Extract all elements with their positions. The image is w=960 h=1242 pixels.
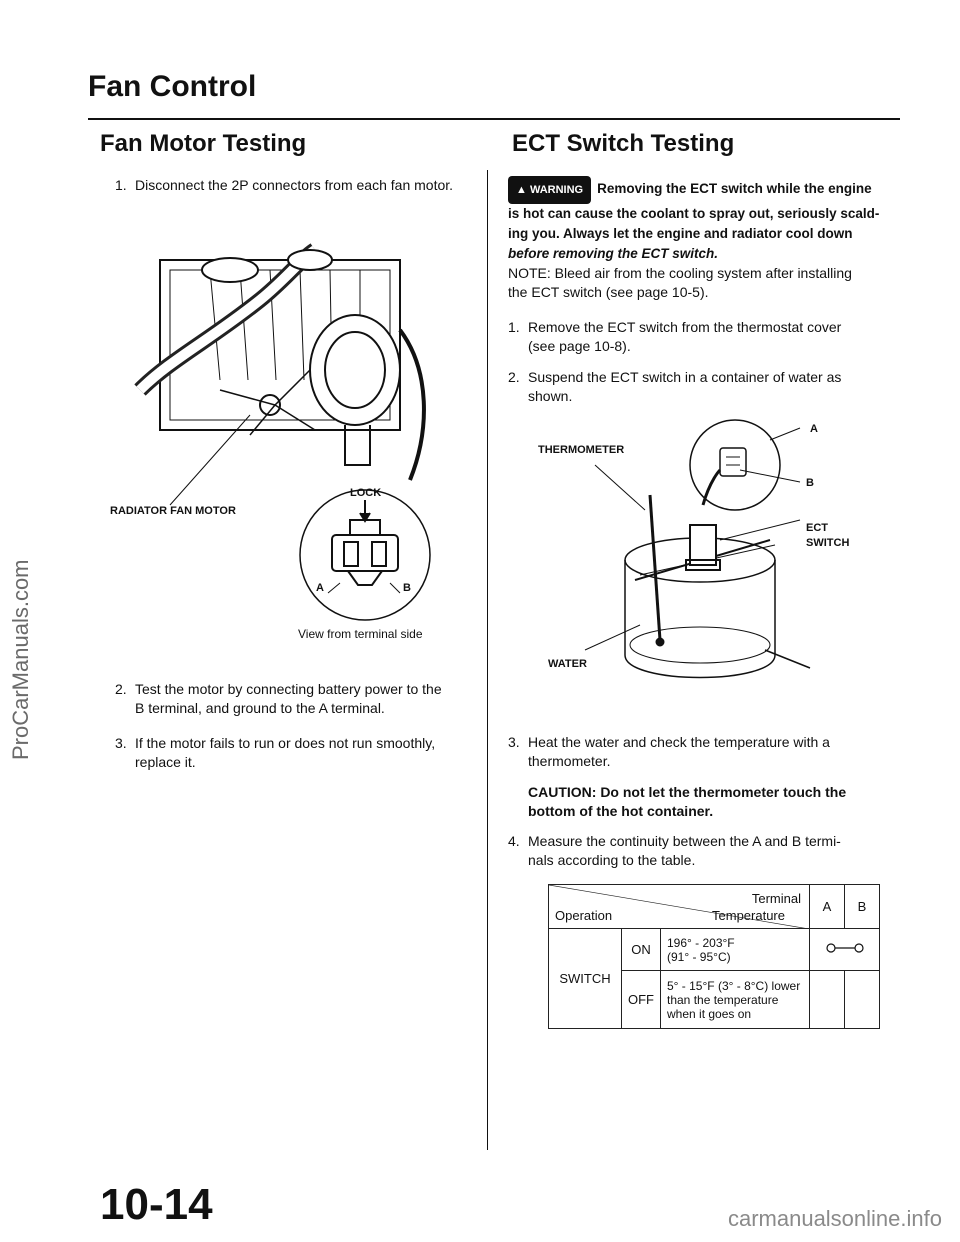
- step-text: [528, 368, 888, 406]
- warning-line: ing you. Always let the engine and radiator cool down: [508, 226, 853, 241]
- off-temp-line: 5° - 15°F (3° - 8°C) lower: [667, 978, 801, 993]
- on-temp-line: (91° - 95°C): [667, 949, 731, 964]
- caution-line: bottom of the hot container.: [528, 803, 714, 819]
- on-temp-line: 196° - 203°F: [667, 935, 735, 950]
- page-title: Fan Control: [88, 70, 257, 103]
- right-step-3: [508, 733, 888, 773]
- label-radiator-fan-motor: RADIATOR FAN MOTOR: [110, 505, 236, 517]
- label-water: WATER: [548, 658, 587, 670]
- step-text: [135, 734, 480, 772]
- step-text: [528, 832, 888, 870]
- cell-off: OFF: [622, 971, 661, 1029]
- table-header-row: [549, 885, 880, 929]
- label-ect: ECT: [806, 522, 828, 534]
- step-line: Remove the ECT switch from the thermostat cover: [528, 319, 842, 335]
- step-number: 2.: [115, 681, 127, 697]
- step-line: nals according to the table.: [528, 852, 696, 868]
- step-number: 2.: [508, 369, 520, 385]
- left-step-2: [115, 680, 475, 720]
- step-number: 4.: [508, 833, 520, 849]
- cell-on-temp: [661, 929, 810, 971]
- warning-badge: ▲ WARNING: [508, 176, 591, 204]
- warning-line: Removing the ECT switch while the engine: [597, 181, 872, 196]
- header-temperature: Temperature: [712, 907, 785, 923]
- label-switch: SWITCH: [806, 537, 850, 549]
- header-diagonal-cell: [549, 885, 810, 929]
- step-text: [528, 733, 888, 771]
- note-line: the ECT switch (see page 10-5).: [508, 284, 709, 300]
- warning-line: before removing the ECT switch.: [508, 246, 719, 261]
- label-connector-b: B: [403, 582, 411, 594]
- note-line: NOTE: Bleed air from the cooling system after installing: [508, 265, 852, 281]
- label-thermometer: THERMOMETER: [538, 444, 625, 456]
- footer-watermark: carmanualsonline.info: [727, 1206, 942, 1231]
- header-terminal: Terminal: [751, 890, 801, 906]
- step-text: Disconnect the 2P connectors from each fan motor.: [135, 177, 454, 193]
- cell-off-b: [845, 971, 880, 1029]
- cell-switch: SWITCH: [549, 929, 622, 1029]
- fan-motor-heading: Fan Motor Testing: [100, 130, 307, 157]
- warning-line: is hot can cause the coolant to spray out, seriously scald-: [508, 206, 880, 221]
- caution-line: CAUTION: Do not let the thermometer touch the: [528, 784, 847, 800]
- step-line: shown.: [528, 388, 573, 404]
- note-block: [508, 264, 888, 302]
- step-line: replace it.: [135, 754, 196, 770]
- right-step-4: [508, 832, 888, 872]
- step-line: If the motor fails to run or does not run smoothly,: [135, 735, 436, 751]
- step-line: Test the motor by connecting battery power to the: [135, 681, 442, 697]
- warning-block: [508, 176, 888, 264]
- label-lock: LOCK: [350, 487, 382, 499]
- ect-heading: ECT Switch Testing: [512, 130, 735, 157]
- cell-continuity: [810, 929, 880, 971]
- right-step-1: [508, 318, 888, 358]
- label-ect-b: B: [806, 477, 814, 489]
- off-temp-line: when it goes on: [667, 1006, 752, 1021]
- page-number: 10-14: [100, 1180, 213, 1229]
- step-line: Heat the water and check the temperature with a: [528, 734, 830, 750]
- column-divider: [487, 170, 488, 1150]
- figure-caption: View from terminal side: [298, 627, 423, 641]
- step-text: [528, 318, 888, 356]
- header-col-b: B: [845, 885, 880, 929]
- step-number: 3.: [508, 734, 520, 750]
- left-step-3: [115, 734, 475, 774]
- step-line: Measure the continuity between the A and B termi-: [528, 833, 841, 849]
- warning-badge-text: WARNING: [529, 184, 584, 196]
- step-line: B terminal, and ground to the A terminal.: [135, 700, 385, 716]
- side-watermark: ProCarManuals.com: [8, 559, 33, 760]
- caution-block: [528, 783, 888, 821]
- header-col-a: A: [810, 885, 845, 929]
- continuity-symbol: [825, 941, 865, 955]
- label-ect-a: A: [810, 423, 818, 435]
- step-number: 1.: [508, 319, 520, 335]
- table-row: [549, 929, 880, 971]
- off-temp-line: than the temperature: [667, 992, 779, 1007]
- step-text: [135, 680, 480, 718]
- step-line: (see page 10-8).: [528, 338, 631, 354]
- step-number: 1.: [115, 177, 127, 193]
- step-line: Suspend the ECT switch in a container of water as: [528, 369, 842, 385]
- continuity-table: [548, 884, 880, 1029]
- step-line: thermometer.: [528, 753, 611, 769]
- step-number: 3.: [115, 735, 127, 751]
- title-rule: [88, 118, 900, 120]
- cell-off-a: [810, 971, 845, 1029]
- leader-motor: [170, 415, 250, 505]
- right-step-2: [508, 368, 888, 408]
- cell-on: ON: [622, 929, 661, 971]
- diagonal-line: [549, 885, 809, 929]
- header-operation: Operation: [555, 907, 613, 923]
- cell-off-temp: [661, 971, 810, 1029]
- label-connector-a: A: [316, 582, 324, 594]
